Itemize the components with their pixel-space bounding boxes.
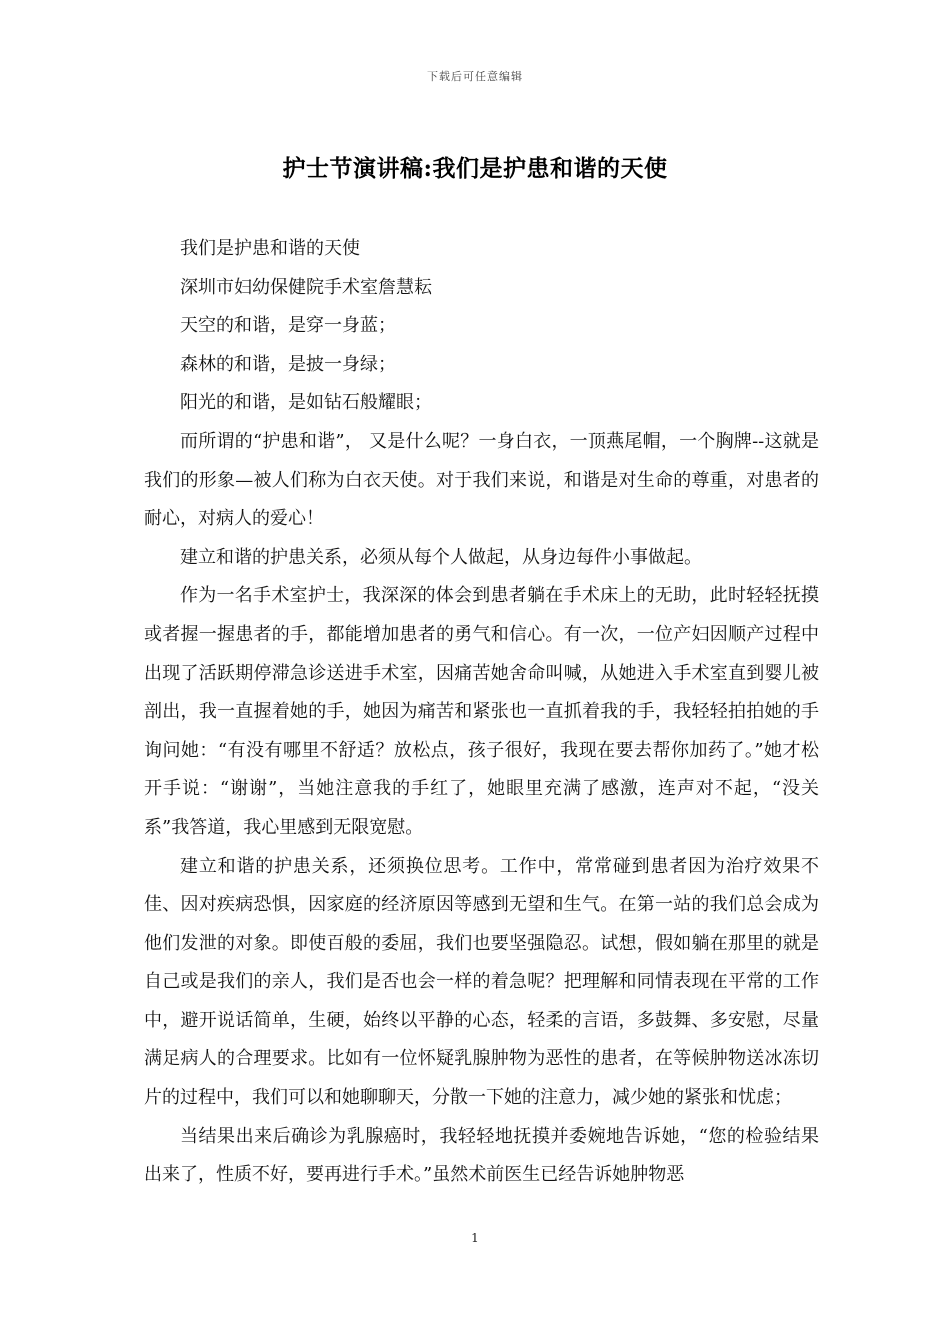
paragraph-body: 建立和谐的护患关系，必须从每个人做起，从身边每件小事做起。	[180, 546, 702, 568]
paragraph-line-sunlight: 阳光的和谐，是如钻石般耀眼；	[180, 392, 432, 414]
paragraph-body: 建立和谐的护患关系，还须换位思考。工作中，常常碰到患者因为治疗效果不佳、因对疾病恐惧，因家庭的经济原因等感到无望和生气。在第一站的我们总会成为他们发泄的对象。即使百般的委屈，我们也要坚强隐忍。试想，假如躺在那里的就是自己或是我们的亲人，我们是否也会一样的着急呢？把理解和同情表现在平常的工作中，避开说话简单，生硬，始终以平静的心态，轻柔的言语，多鼓舞、多安慰，尽量满足病人的合理要求。比如有一位怀疑乳腺肿物为恶性的患者，在等候肿物送冰冻切片的过程中，我们可以和她聊聊天，分散一下她的注意力，减少她的紧张和忧虑；	[144, 855, 819, 1109]
document-title: 护士节演讲稿:我们是护患和谐的天使	[282, 155, 668, 182]
paragraph-body: 作为一名手术室护士，我深深的体会到患者躺在手术床上的无助，此时轻轻抚摸或者握一握患者的手，都能增加患者的勇气和信心。有一次，一位产妇因顺产过程中出现了活跃期停滞急诊送进手术室，因痛苦她舍命叫喊，从她进入手术室直到婴儿被剖出，我一直握着她的手，她因为痛苦和紧张也一直抓着我的手，我轻轻拍拍她的手询问她：“有没有哪里不舒适？放松点，孩子很好，我现在要去帮你加药了。”她才松开手说：“谢谢”，当她注意我的手红了，她眼里充满了感激，连声对不起，“没关系”我答道，我心里感到无限宽慰。	[144, 585, 819, 838]
paragraph-author: 深圳市妇幼保健院手术室詹慧耘	[180, 276, 432, 298]
paragraph-body: 而所谓的“护患和谐”， 又是什么呢？一身白衣，一顶燕尾帽，一个胸牌--这就是我们的形象—被人们称为白衣天使。对于我们来说，和谐是对生命的尊重，对患者的耐心，对病人的爱心！	[144, 430, 819, 530]
document-body	[144, 230, 819, 1195]
page-header: 下载后可任意编辑	[427, 70, 523, 83]
page-number: 1	[471, 1231, 479, 1245]
paragraph-line-sky: 天空的和谐，是穿一身蓝；	[180, 315, 396, 337]
paragraph-body: 当结果出来后确诊为乳腺癌时，我轻轻地抚摸并委婉地告诉她，“您的检验结果出来了，性质不好，要再进行手术。”虽然术前医生已经告诉她肿物恶	[144, 1125, 819, 1186]
paragraph-subtitle: 我们是护患和谐的天使	[180, 238, 360, 259]
paragraph-line-forest: 森林的和谐，是披一身绿；	[180, 353, 396, 375]
